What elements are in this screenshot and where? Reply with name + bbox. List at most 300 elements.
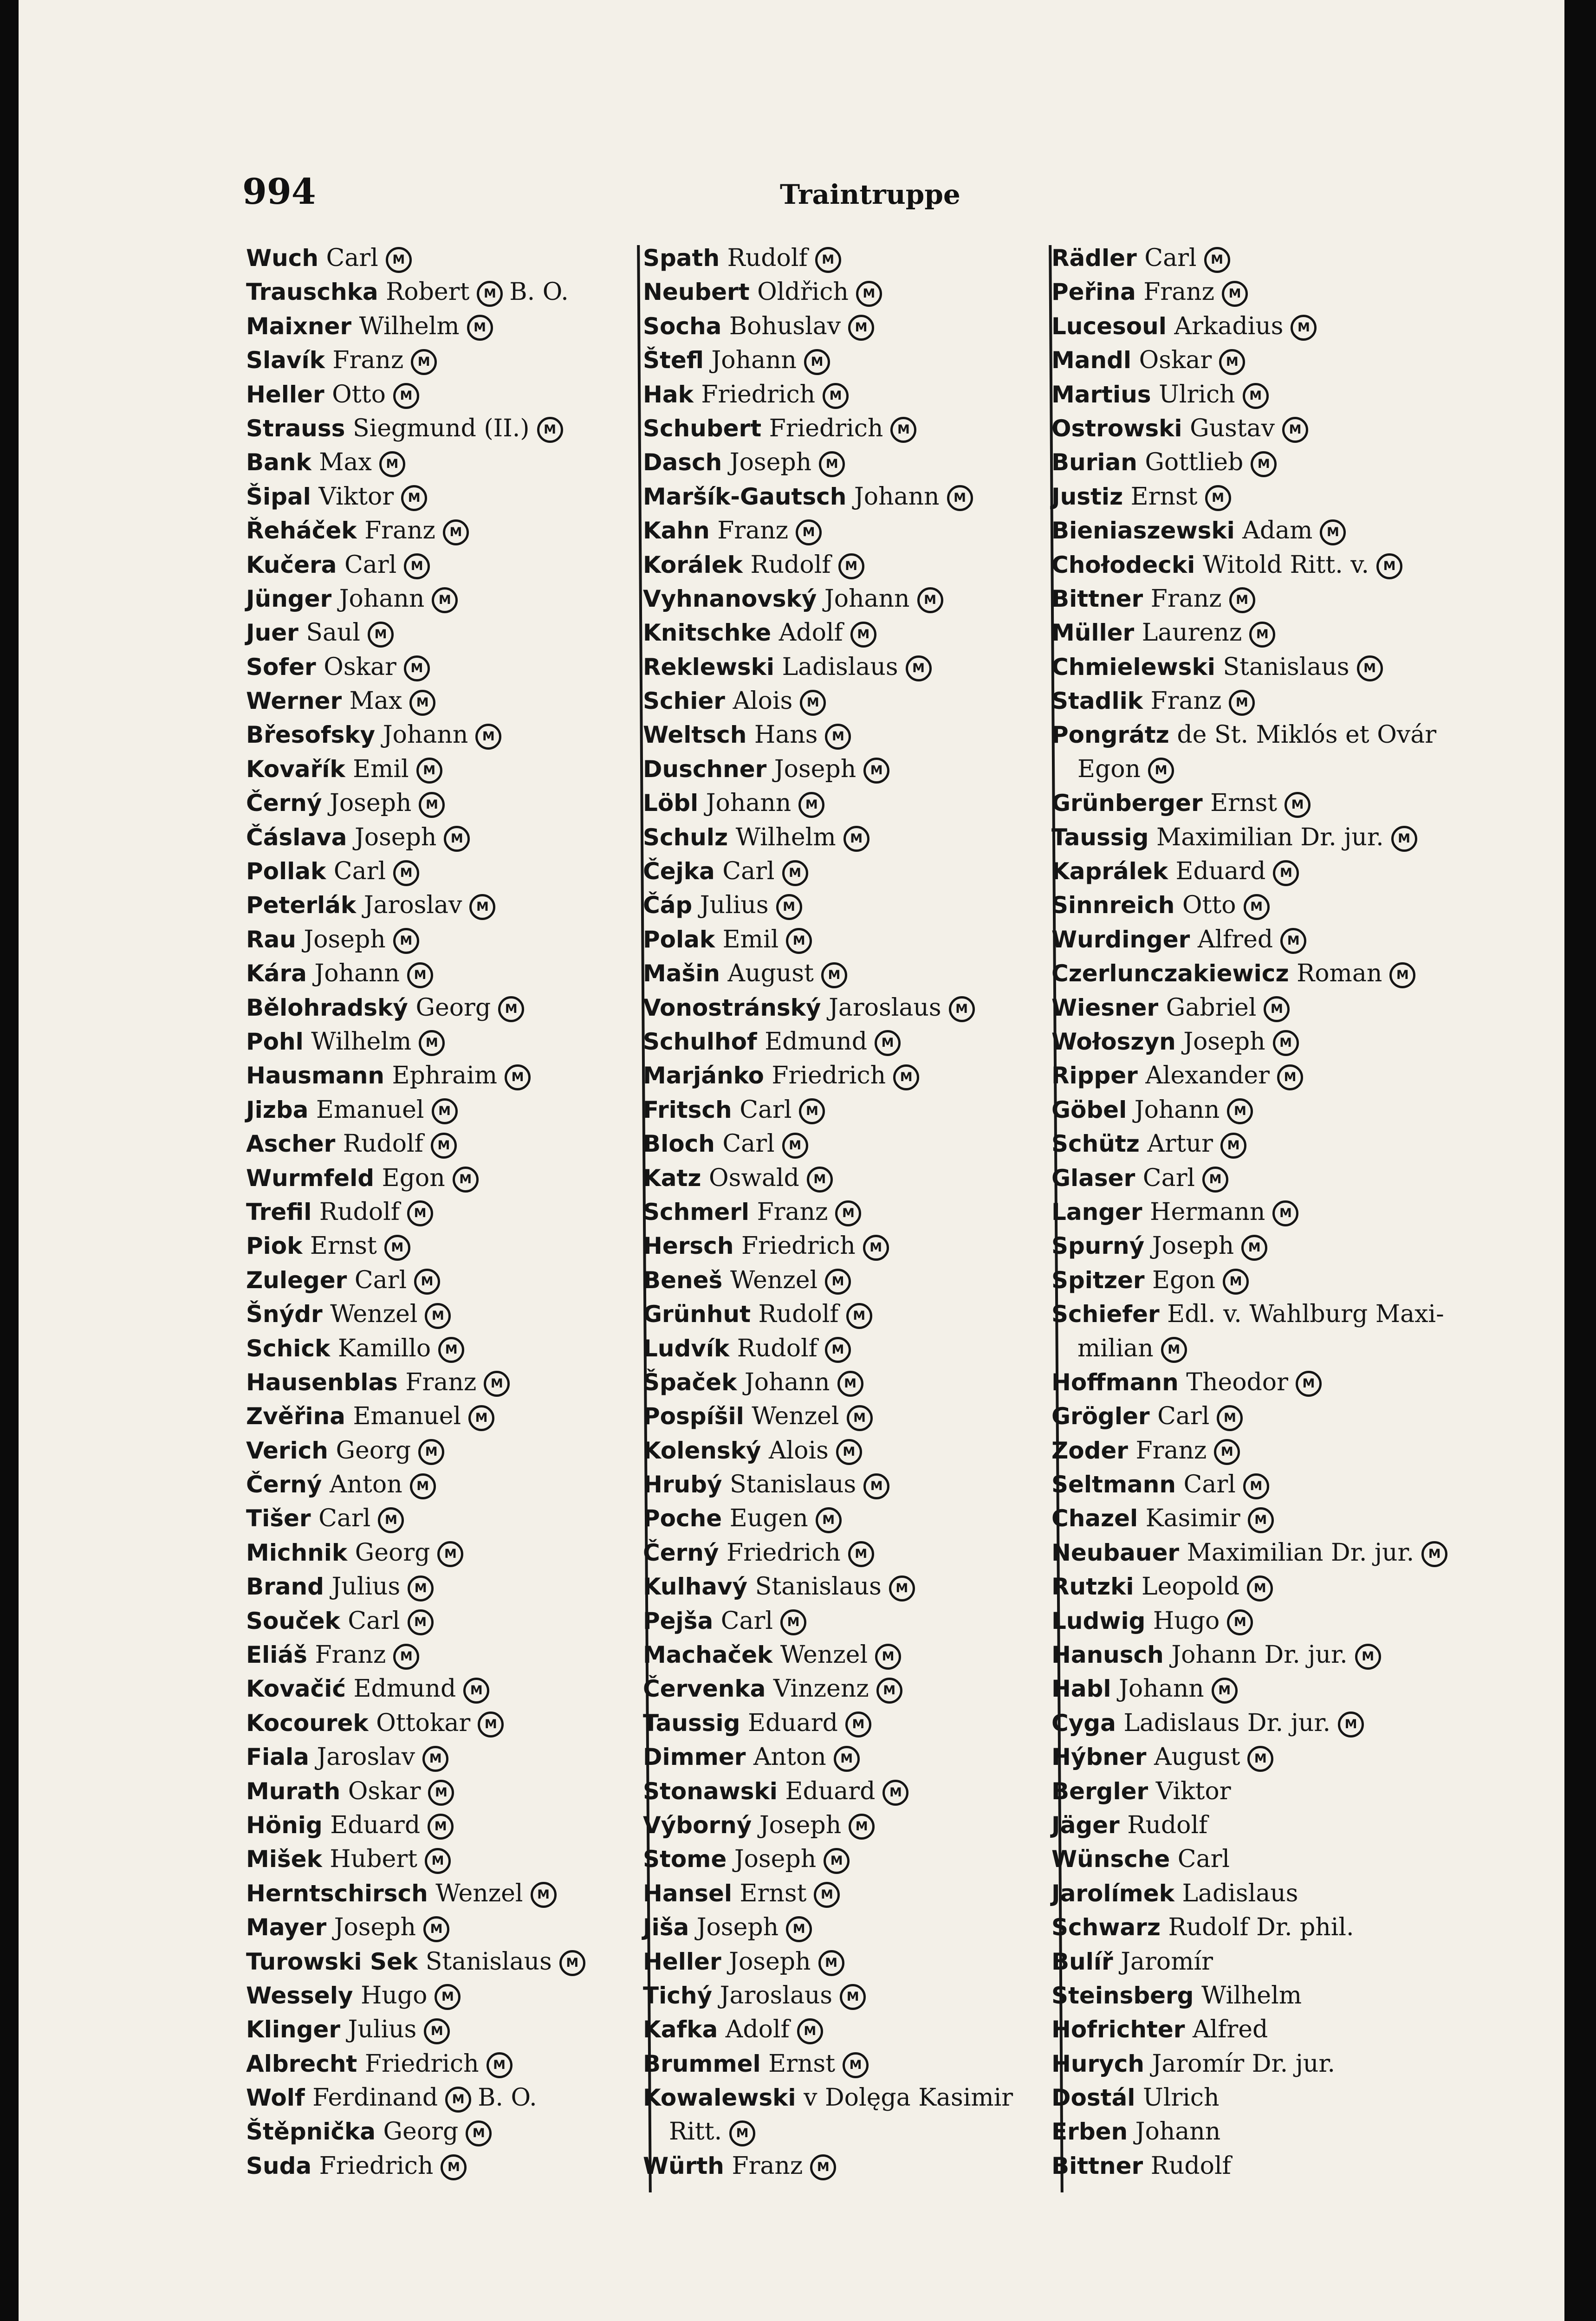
- name-entry: [246, 1638, 664, 1672]
- name-entry: [643, 548, 1061, 582]
- circled-m-icon: M: [404, 553, 430, 579]
- name-entry: [1051, 1025, 1469, 1059]
- given-name: Carl: [1177, 1845, 1230, 1874]
- surname: Verich: [246, 1437, 328, 1464]
- circled-m-icon: M: [1241, 1235, 1267, 1261]
- surname: Peřina: [1051, 279, 1136, 306]
- surname: Grögler: [1051, 1403, 1150, 1430]
- surname: Juer: [246, 619, 298, 647]
- name-entry: [1051, 1400, 1469, 1433]
- name-entry: [1051, 1979, 1469, 2013]
- name-entry: [643, 1161, 1061, 1195]
- surname: Bergler: [1051, 1777, 1148, 1805]
- surname: Kolenský: [643, 1437, 761, 1464]
- name-entry: [643, 1604, 1061, 1638]
- surname: Hurych: [1051, 2050, 1144, 2077]
- given-name: Emil: [353, 755, 409, 783]
- circled-m-icon: M: [477, 281, 503, 307]
- circled-m-icon: M: [393, 1644, 419, 1670]
- surname: Burian: [1051, 449, 1137, 476]
- name-entry: [1051, 446, 1469, 480]
- surname: Šnýdr: [246, 1301, 323, 1328]
- name-entry: [246, 684, 664, 718]
- circled-m-icon: M: [863, 1235, 889, 1261]
- surname: Hersch: [643, 1232, 734, 1260]
- name-entry: [246, 378, 664, 412]
- circled-m-icon: M: [1273, 1030, 1299, 1056]
- circled-m-icon: M: [807, 1167, 833, 1193]
- name-entry: [246, 1979, 664, 2013]
- name-entry: [246, 480, 664, 514]
- given-name: Hugo: [1153, 1607, 1220, 1635]
- circled-m-icon: M: [1264, 996, 1290, 1022]
- name-entry: [246, 821, 664, 855]
- name-entry: [643, 1400, 1061, 1433]
- name-entry: [643, 1842, 1061, 1876]
- surname: Červenka: [643, 1675, 766, 1703]
- name-entry: [246, 1195, 664, 1229]
- surname: Jiša: [643, 1914, 689, 1941]
- surname: Fritsch: [643, 1096, 732, 1123]
- circled-m-icon: M: [947, 485, 973, 511]
- name-entry: [643, 275, 1061, 309]
- name-entry: [643, 1195, 1061, 1229]
- circled-m-icon: M: [797, 2018, 823, 2044]
- surname: Schwarz: [1051, 1914, 1161, 1941]
- circled-m-icon: M: [1355, 1644, 1381, 1670]
- surname: Wurdinger: [1051, 926, 1190, 953]
- circled-m-icon: M: [1161, 1337, 1187, 1363]
- surname: Jizba: [246, 1096, 309, 1123]
- circled-m-icon: M: [847, 1405, 873, 1431]
- given-name: Ernst: [1210, 789, 1278, 817]
- surname: Výborný: [643, 1811, 752, 1839]
- circled-m-icon: M: [890, 417, 916, 443]
- name-entry: [643, 378, 1061, 412]
- given-name: Franz: [405, 1368, 477, 1396]
- given-name: Friedrich: [741, 1232, 856, 1260]
- name-entry: [643, 752, 1061, 786]
- given-name: Ulrich: [1142, 2084, 1220, 2112]
- given-name: Otto: [332, 380, 386, 408]
- surname: Dasch: [643, 449, 722, 476]
- surname: Martius: [1051, 381, 1151, 408]
- given-name: Johann: [339, 584, 425, 613]
- name-entry: [643, 480, 1061, 514]
- surname: Dostál: [1051, 2084, 1135, 2112]
- circled-m-icon: M: [849, 1814, 875, 1840]
- surname: Tichý: [643, 1982, 713, 2009]
- circled-m-icon: M: [893, 1064, 919, 1090]
- given-name: Franz: [1143, 278, 1215, 306]
- surname: Machaček: [643, 1641, 773, 1669]
- name-entry: [1051, 684, 1469, 718]
- name-entry: [643, 821, 1061, 855]
- circled-m-icon: M: [816, 1507, 842, 1533]
- name-entry: [246, 650, 664, 684]
- name-entry: [1051, 582, 1469, 616]
- circled-m-icon: M: [437, 1541, 463, 1567]
- circled-m-icon: M: [882, 1780, 908, 1806]
- name-entry: [1051, 1468, 1469, 1502]
- circled-m-icon: M: [840, 1984, 866, 2010]
- name-entry: [246, 1434, 664, 1468]
- given-name: Franz: [732, 2152, 803, 2180]
- circled-m-icon: M: [1247, 1575, 1273, 1601]
- circled-m-icon: M: [414, 1269, 440, 1295]
- name-entry: [643, 1229, 1061, 1263]
- name-entry: [1051, 1877, 1469, 1911]
- surname: Glaser: [1051, 1164, 1135, 1192]
- surname: Poche: [643, 1505, 722, 1532]
- given-name: Edl. v. Wahlburg Maxi-: [1167, 1300, 1444, 1329]
- surname: Bieniaszewski: [1051, 517, 1235, 545]
- circled-m-icon: M: [475, 724, 501, 750]
- circled-m-icon: M: [1204, 247, 1230, 273]
- given-name: Viktor: [318, 482, 394, 511]
- name-entry: [643, 1536, 1061, 1570]
- surname: Kafka: [643, 2016, 718, 2043]
- surname: Würth: [643, 2152, 724, 2179]
- given-name: Hermann: [1150, 1198, 1265, 1226]
- circled-m-icon: M: [484, 1371, 510, 1397]
- name-entry: [643, 1264, 1061, 1297]
- given-name: Carl: [318, 1504, 371, 1533]
- given-name: Joseph: [329, 789, 412, 817]
- name-entry: [246, 275, 664, 309]
- circled-m-icon: M: [416, 758, 442, 784]
- name-entry: [1051, 1604, 1469, 1638]
- surname: Kulhavý: [643, 1573, 748, 1601]
- name-entry: [643, 446, 1061, 480]
- given-name: August: [1154, 1743, 1240, 1771]
- given-name: Rudolf: [319, 1198, 400, 1226]
- given-name: Eugen: [729, 1504, 808, 1533]
- given-name: Carl: [722, 1130, 775, 1158]
- given-name: Oskar: [324, 653, 396, 681]
- name-entry: [246, 888, 664, 922]
- given-name: Vinzenz: [773, 1675, 869, 1703]
- name-entry: [643, 1570, 1061, 1604]
- surname: Kučera: [246, 551, 337, 578]
- surname: Albrecht: [246, 2050, 357, 2077]
- given-name: Emanuel: [316, 1096, 424, 1124]
- circled-m-icon: M: [1251, 451, 1277, 477]
- circled-m-icon: M: [1285, 792, 1311, 818]
- given-name: Jaromír: [1121, 1947, 1213, 1976]
- name-entry: [1051, 1740, 1469, 1774]
- given-name: Alfred: [1192, 2016, 1268, 2044]
- circled-m-icon: M: [393, 928, 419, 954]
- name-entry: [246, 1161, 664, 1195]
- given-name: Joseph: [729, 448, 812, 477]
- name-entry: [643, 1127, 1061, 1161]
- given-name: Friedrich: [726, 1538, 841, 1567]
- given-name: Bohuslav: [729, 312, 841, 340]
- name-entry: [246, 1025, 664, 1059]
- given-name: Edmund: [353, 1675, 456, 1703]
- name-entry-continuation: [1051, 752, 1469, 786]
- circled-m-icon: M: [814, 1882, 840, 1908]
- circled-m-icon: M: [843, 826, 869, 852]
- surname: Hausmann: [246, 1062, 384, 1089]
- name-column-1: [246, 241, 664, 2183]
- given-name: Egon: [1152, 1266, 1216, 1294]
- given-name: Saul: [306, 619, 361, 647]
- circled-m-icon: M: [418, 1439, 444, 1465]
- circled-m-icon: M: [1320, 519, 1346, 545]
- circled-m-icon: M: [818, 1950, 844, 1976]
- given-name: Alois: [733, 687, 793, 715]
- surname: Kowalewski: [643, 2084, 796, 2112]
- given-name: Johann Dr. jur.: [1171, 1641, 1348, 1669]
- circled-m-icon: M: [1247, 1746, 1273, 1772]
- circled-m-icon: M: [445, 2087, 471, 2113]
- surname: Zuleger: [246, 1266, 347, 1294]
- given-name: Eduard: [785, 1777, 876, 1805]
- surname: Kaprálek: [1051, 858, 1168, 885]
- surname: Michnik: [246, 1539, 348, 1566]
- surname: Hak: [643, 381, 694, 408]
- surname: Steinsberg: [1051, 1982, 1194, 2009]
- surname: Rutzki: [1051, 1573, 1134, 1601]
- given-name: Franz: [1150, 687, 1222, 715]
- circled-m-icon: M: [815, 247, 841, 273]
- given-name: Emanuel: [353, 1402, 461, 1431]
- name-entry: [1051, 1195, 1469, 1229]
- name-entry: [1051, 888, 1469, 922]
- name-entry: [1051, 344, 1469, 377]
- name-entry: [246, 1297, 664, 1331]
- given-name: Carl: [1142, 1164, 1195, 1192]
- surname: Maršík-Gautsch: [643, 483, 847, 510]
- circled-m-icon: M: [443, 519, 469, 545]
- surname: Hrubý: [643, 1471, 722, 1498]
- surname: Marjánko: [643, 1062, 764, 1089]
- name-entry: [246, 718, 664, 752]
- circled-m-icon: M: [834, 1746, 860, 1772]
- circled-m-icon: M: [409, 690, 435, 716]
- circled-m-icon: M: [487, 2052, 513, 2078]
- circled-m-icon: M: [425, 1303, 451, 1329]
- surname: Kára: [246, 960, 307, 987]
- surname: Knitschke: [643, 619, 772, 647]
- surname: Mayer: [246, 1914, 327, 1941]
- surname: Bloch: [643, 1130, 715, 1158]
- given-name: Carl: [326, 244, 378, 272]
- given-name: Max: [349, 687, 402, 715]
- circled-m-icon: M: [384, 1235, 410, 1261]
- name-entry: [1051, 1059, 1469, 1093]
- circled-m-icon: M: [410, 1473, 436, 1499]
- name-entry: [246, 2013, 664, 2047]
- name-entry: [246, 786, 664, 820]
- surname: Břesofsky: [246, 721, 376, 749]
- given-name: Adolf: [779, 619, 843, 647]
- circled-m-icon: M: [1217, 1405, 1243, 1431]
- circled-m-icon: M: [466, 2120, 492, 2146]
- name-entry: [246, 1400, 664, 1433]
- circled-m-icon: M: [889, 1575, 915, 1601]
- name-entry: [246, 1127, 664, 1161]
- surname: Heller: [643, 1948, 721, 1975]
- surname: Werner: [246, 687, 342, 715]
- name-entry: [1051, 616, 1469, 650]
- circled-m-icon: M: [838, 553, 864, 579]
- name-entry: [643, 991, 1061, 1025]
- surname: Spurný: [1051, 1232, 1145, 1260]
- given-name: Georg: [355, 1538, 430, 1567]
- given-name: Joseph: [1152, 1232, 1234, 1260]
- given-name: Friedrich: [701, 380, 816, 408]
- given-name: Kamillo: [337, 1334, 431, 1362]
- surname: Pohl: [246, 1028, 304, 1055]
- name-entry: [246, 1604, 664, 1638]
- given-name: Oskar: [348, 1777, 421, 1805]
- circled-m-icon: M: [786, 1916, 812, 1942]
- surname: Turowski Sek: [246, 1948, 418, 1975]
- circled-m-icon: M: [863, 758, 889, 784]
- surname: Špaček: [643, 1368, 737, 1396]
- circled-m-icon: M: [411, 349, 437, 375]
- circled-m-icon: M: [386, 247, 412, 273]
- name-entry: [246, 1740, 664, 1774]
- surname: Piok: [246, 1232, 303, 1260]
- circled-m-icon: M: [407, 1200, 433, 1226]
- given-name: Georg: [415, 993, 491, 1022]
- surname: Fiala: [246, 1744, 309, 1771]
- surname: Kovačić: [246, 1675, 346, 1703]
- circled-m-icon: M: [949, 996, 975, 1022]
- circled-m-icon: M: [438, 1337, 464, 1363]
- surname: Šipal: [246, 483, 311, 510]
- name-entry: [1051, 923, 1469, 957]
- name-entry: [1051, 1366, 1469, 1400]
- surname: Štěpnička: [246, 2118, 376, 2146]
- circled-m-icon: M: [800, 690, 826, 716]
- circled-m-icon: M: [419, 792, 445, 818]
- surname: Jünger: [246, 585, 332, 612]
- given-name: Franz: [315, 1641, 386, 1669]
- surname: Schiefer: [1051, 1301, 1160, 1328]
- document-page: [19, 0, 1564, 2321]
- given-name: Carl: [333, 857, 386, 886]
- circled-m-icon: M: [467, 315, 493, 341]
- name-entry: [1051, 412, 1469, 446]
- given-name: milian: [1077, 1334, 1154, 1362]
- given-name: Wilhelm: [735, 823, 836, 851]
- circled-m-icon: M: [1280, 928, 1306, 954]
- circled-m-icon: M: [863, 1473, 889, 1499]
- name-entry: [643, 1297, 1061, 1331]
- circled-m-icon: M: [824, 1848, 850, 1874]
- name-entry: [1051, 650, 1469, 684]
- name-entry: [643, 718, 1061, 752]
- surname: Schmerl: [643, 1198, 750, 1225]
- surname: Heller: [246, 381, 324, 408]
- name-entry: [643, 616, 1061, 650]
- name-entry: [643, 1775, 1061, 1809]
- circled-m-icon: M: [1243, 383, 1269, 409]
- given-name: Alexander: [1145, 1062, 1270, 1090]
- name-entry: [1051, 1229, 1469, 1263]
- name-entry: [1051, 1842, 1469, 1876]
- surname: Souček: [246, 1607, 340, 1634]
- surname: Slavík: [246, 347, 325, 374]
- given-name: Ernst: [768, 2049, 836, 2078]
- circled-m-icon: M: [393, 383, 419, 409]
- given-name: Kasimir: [1145, 1504, 1240, 1533]
- given-name: Carl: [348, 1607, 400, 1635]
- surname: Pospíšil: [643, 1403, 744, 1430]
- name-entry: [643, 1366, 1061, 1400]
- given-name: Johann: [744, 1368, 830, 1396]
- name-entry: [1051, 1809, 1469, 1842]
- name-entry: [246, 2115, 664, 2149]
- surname: Czerlunczakiewicz: [1051, 960, 1289, 987]
- name-entry: [246, 582, 664, 616]
- circled-m-icon: M: [810, 2154, 836, 2180]
- surname: Lucesoul: [1051, 312, 1167, 340]
- given-name: Johann: [1134, 1096, 1220, 1124]
- surname: Socha: [643, 312, 722, 340]
- surname: Řeháček: [246, 517, 357, 545]
- circled-m-icon: M: [425, 1848, 451, 1874]
- given-name: Gottlieb: [1145, 448, 1244, 477]
- given-name: Johann: [711, 346, 797, 375]
- name-entry: [1051, 480, 1469, 514]
- surname: Čáp: [643, 892, 693, 919]
- surname: Trauschka: [246, 279, 378, 306]
- name-entry: [246, 2081, 664, 2115]
- surname: Mašin: [643, 960, 720, 987]
- circled-m-icon: M: [1338, 1712, 1364, 1738]
- given-name: Franz: [717, 517, 789, 545]
- surname: Rädler: [1051, 245, 1137, 272]
- circled-m-icon: M: [804, 349, 830, 375]
- circled-m-icon: M: [1282, 417, 1308, 443]
- given-name: Oldřich: [757, 278, 849, 306]
- surname: Brummel: [643, 2050, 761, 2077]
- given-name: Hubert: [330, 1845, 418, 1874]
- given-name: Julius: [700, 891, 769, 920]
- circled-m-icon: M: [428, 1780, 454, 1806]
- circled-m-icon: M: [424, 2018, 450, 2044]
- given-name: Georg: [336, 1436, 411, 1465]
- name-entry: [643, 1911, 1061, 1945]
- given-name: Oswald: [709, 1164, 799, 1192]
- name-entry: [643, 241, 1061, 275]
- circled-m-icon: M: [537, 417, 563, 443]
- given-name: Viktor: [1155, 1777, 1231, 1805]
- page-number: 994: [242, 171, 316, 212]
- name-entry: [1051, 718, 1469, 752]
- given-name: Franz: [757, 1198, 828, 1226]
- given-name: Joseph: [729, 1947, 811, 1976]
- name-entry: [246, 344, 664, 377]
- given-name: Julius: [348, 2016, 417, 2044]
- given-name: Ladislaus Dr. jur.: [1123, 1709, 1331, 1737]
- name-entry: [643, 2149, 1061, 2183]
- surname: Stome: [643, 1846, 727, 1873]
- surname: Zvěřina: [246, 1403, 345, 1430]
- surname: Tišer: [246, 1505, 311, 1532]
- name-entry: [246, 446, 664, 480]
- circled-m-icon: M: [1227, 1098, 1253, 1124]
- circled-m-icon: M: [478, 1712, 504, 1738]
- name-entry: [1051, 241, 1469, 275]
- given-name: Ernst: [310, 1232, 377, 1260]
